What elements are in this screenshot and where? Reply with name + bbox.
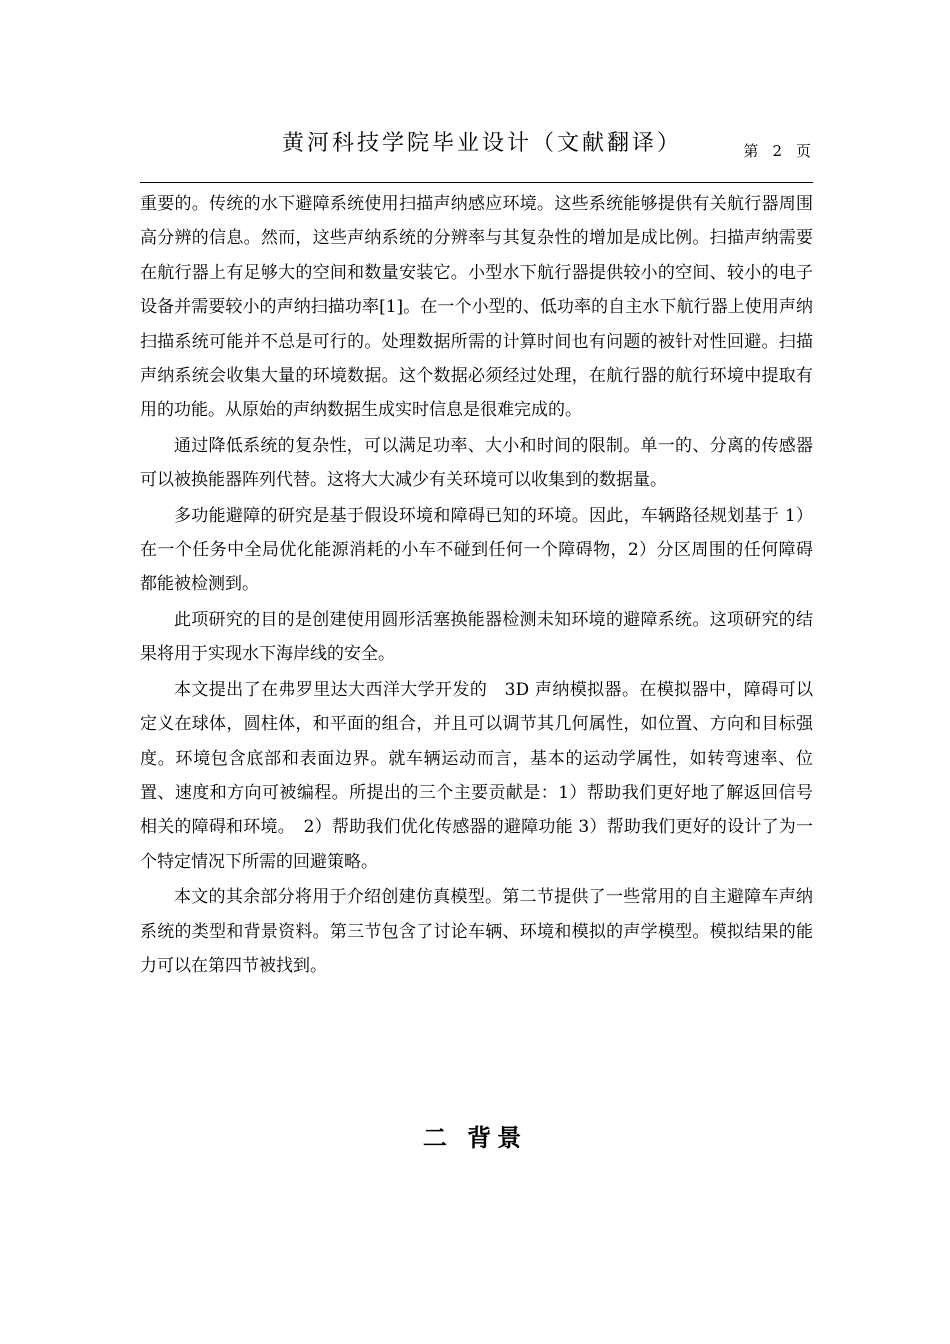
- paragraph: 本文提出了在弗罗里达大西洋大学开发的 3D 声纳模拟器。在模拟器中，障碍可以定义在球体，圆柱体，和平面的组合，并且可以调节其几何属性，如位置、方向和目标强度。环境包含底部和表面边界。就车辆运动而言，基本的运动学属性，如转弯速率、位置、速度和方向可被编程。所提出的三个主要贡献是：1）帮助我们更好地了解返回信号相关的障碍和环境。 2）帮助我们优化传感器的避障功能 3）帮助我们更好的设计了为一个特定情况下所需的回避策略。: [140, 679, 813, 872]
- page-number: [743, 140, 811, 161]
- paragraph: 此项研究的目的是创建使用圆形活塞换能器检测未知环境的避障系统。这项研究的结果将用于实现水下海岸线的安全。: [140, 609, 813, 665]
- paragraph: 重要的。传统的水下避障系统使用扫描声纳感应环境。这些系统能够提供有关航行器周围高分辨的信息。然而，这些声纳系统的分辨率与其复杂性的增加是成比例。扫描声纳需要在航行器上有足够大的空间和数量安装它。小型水下航行器提供较小的空间、较小的电子设备并需要较小的声纳扫描功率[1]。在一个小型的、低功率的自主水下航行器上使用声纳扫描系统可能并不总是可行的。处理数据所需的计算时间也有问题的被针对性回避。扫描声纳系统会收集大量的环境数据。这个数据必须经过处理，在航行器的航行环境中提取有用的功能。从原始的声纳数据生成实时信息是很难完成的。: [140, 194, 813, 421]
- document-title: 黄河科技学院毕业设计（文献翻译）: [282, 131, 683, 156]
- page-prefix: 第: [743, 142, 759, 160]
- paragraph: 多功能避障的研究是基于假设环境和障碍已知的环境。因此，车辆路径规划基于 1）在一个任务中全局优化能源消耗的小车不碰到任何一个障碍物，2）分区周围的任何障碍都能被检测到。: [140, 505, 813, 595]
- page-header: [140, 120, 813, 183]
- body-text: [140, 187, 813, 984]
- page-number-value: 2: [772, 142, 782, 160]
- section-heading: 二 背景: [422, 1124, 528, 1152]
- paragraph: 通过降低系统的复杂性，可以满足功率、大小和时间的限制。单一的、分离的传感器可以被换能器阵列代替。这将大大减少有关环境可以收集到的数据量。: [140, 435, 813, 491]
- paragraph: 本文的其余部分将用于介绍创建仿真模型。第二节提供了一些常用的自主避障车声纳系统的类型和背景资料。第三节包含了讨论车辆、环境和模拟的声学模型。模拟结果的能力可以在第四节被找到。: [140, 887, 813, 976]
- page-suffix: 页: [795, 142, 811, 160]
